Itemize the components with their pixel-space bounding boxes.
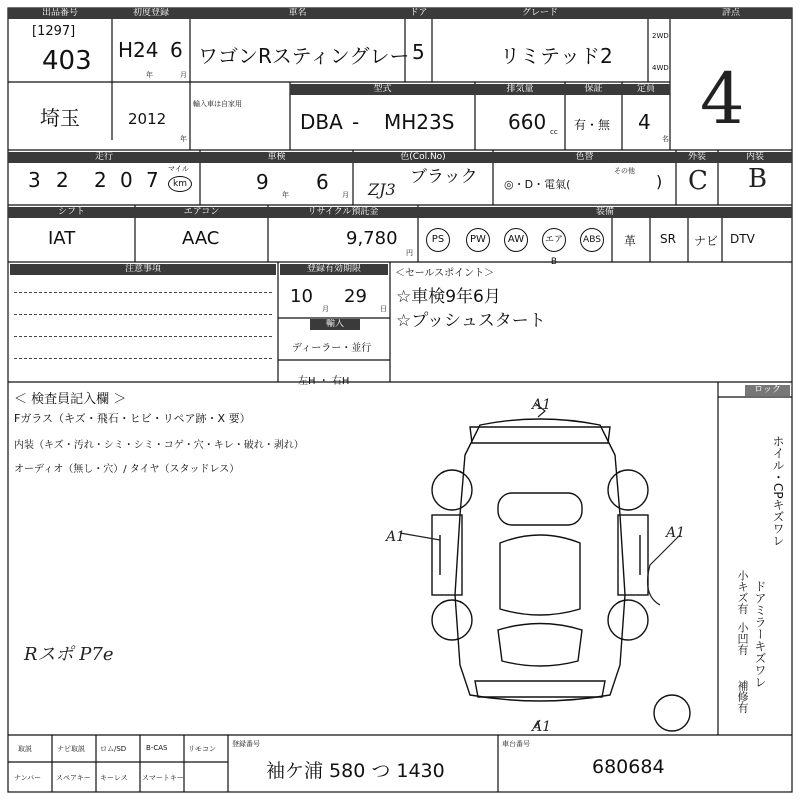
inspect-label: 車検 [200, 152, 353, 163]
equip-ps: PS [426, 228, 450, 252]
shift-label: シフト [8, 207, 135, 218]
valid-month: 10 [290, 286, 313, 307]
inspect-month: 6 [316, 170, 329, 194]
inspector-line: 内装（キズ・汚れ・シミ・シミ・コゲ・穴・キレ・破れ・剥れ） [14, 440, 304, 451]
equip-aw: AW [504, 228, 528, 252]
ac-label: エアコン [135, 207, 268, 218]
opt-item: ナビ取説 [57, 745, 85, 753]
score-label: 評点 [670, 8, 792, 19]
yen-mark: 円 [406, 249, 413, 257]
notes-line [14, 292, 272, 293]
sales-point: ☆プッシュスタート [396, 311, 546, 331]
warranty-label: 保証 [565, 84, 622, 95]
equip-pw: PW [466, 228, 490, 252]
opt-item: スペアキー [56, 774, 91, 782]
inspector-title: ＜ 検査員記入欄 ＞ [14, 392, 127, 407]
reg-label: 初度登録 [112, 8, 190, 19]
prefecture: 埼玉 [40, 106, 80, 130]
equip-navi: ナビ [694, 234, 719, 248]
color-label: 色(Col.No) [353, 152, 493, 163]
mileage-digit: 2 [94, 168, 107, 192]
shift: IAT [48, 228, 76, 249]
opt-item: ナンバー [14, 774, 42, 782]
doors-label: ドア [405, 8, 432, 19]
mei-mark: 名 [662, 135, 669, 143]
paint: ◎・D・電氣( [504, 178, 571, 191]
cap-label: 定員 [622, 84, 670, 95]
int-score: B [748, 164, 768, 194]
fourwd: 4WD [652, 64, 669, 72]
disp-label: 排気量 [475, 84, 565, 95]
valid-label: 登録有効期限 [280, 264, 388, 275]
era-year: H24 [118, 38, 159, 62]
opt-item: リモコン [188, 745, 216, 753]
type-label: 型式 [290, 84, 475, 95]
cc-mark: cc [550, 128, 558, 136]
tsuki-mark: 月 [180, 71, 187, 79]
equip-airbag: エアB [542, 228, 566, 252]
inspector-line: Fガラス（キズ・飛石・ヒビ・リペア跡・X 要） [14, 412, 251, 425]
ext-score: C [688, 166, 708, 196]
right-note: ホイル・CPキズワレ [771, 435, 785, 547]
right-note: 小凹有 [736, 622, 749, 655]
plate: 袖ケ浦 580 つ 1430 [266, 760, 445, 782]
grade: リミテッド2 [500, 44, 613, 68]
mileage-digit: 2 [56, 168, 69, 192]
lot-number: 403 [42, 46, 92, 76]
valid-day: 29 [344, 286, 367, 307]
import-note: 輸入車は自家用 [193, 100, 242, 108]
import-label: 輸入 [310, 319, 360, 330]
equip-dtv: DTV [730, 232, 755, 246]
type-prefix: DBA [300, 110, 343, 134]
opt-item: ロム/SD [100, 745, 127, 753]
right-note: 小キズ有 [736, 570, 749, 614]
paint-label: 色替 [493, 152, 676, 163]
right-note: 補修有 [736, 680, 749, 713]
nen-mark: 年 [146, 71, 153, 79]
equip-label: 装備 [418, 207, 792, 218]
diagram-label-right: A1 [666, 525, 686, 541]
notes-line [14, 336, 272, 337]
cp-label: ロック [745, 385, 790, 396]
recycle-label: リサイクル預託金 [268, 207, 418, 218]
opt-item: キーレス [100, 774, 128, 782]
lot-label: 出品番号 [8, 8, 112, 19]
inspector-line: オーディオ（無し・穴）/ タイヤ（スタッドレス） [14, 464, 240, 475]
displacement: 660 [508, 110, 547, 134]
diagram-label-rear: A1 [532, 719, 552, 735]
mileage-digit: 0 [120, 168, 133, 192]
opt-item: 取説 [18, 745, 32, 753]
car-diagram [380, 395, 700, 735]
model-year: 2012 [128, 110, 167, 128]
mile-mark: マイル [168, 165, 189, 173]
plate-label: 登録番号 [232, 740, 260, 748]
notes-label: 注意事項 [10, 264, 276, 275]
equip-leather: 革 [624, 234, 637, 248]
mileage-label: 走行 [8, 152, 200, 163]
capacity: 4 [638, 110, 651, 134]
lot-sub: [1297] [32, 24, 76, 39]
handwritten-note: Rスポ P7e [24, 644, 114, 665]
color-code: ZJ3 [368, 180, 396, 199]
year-mark: 年 [180, 135, 187, 143]
nen-mark: 年 [282, 191, 289, 199]
handle: 左H ・ 右H [298, 376, 350, 387]
opt-item: スマートキー [142, 774, 184, 782]
int-label: 内装 [718, 152, 792, 163]
recycle: 9,780 [346, 228, 398, 249]
mileage-digit: 3 [28, 168, 41, 192]
tsuki-mark: 月 [322, 305, 329, 313]
opt-item: B-CAS [146, 744, 168, 752]
reg-month: 6 [170, 38, 183, 62]
notes-line [14, 314, 272, 315]
paint-other: その他 [614, 167, 635, 175]
grade-label: グレード [432, 8, 648, 19]
diagram-label-front: A1 [532, 397, 552, 413]
dealer: ディーラー・並行 [292, 343, 372, 354]
sales-label: ＜セールスポイント＞ [395, 268, 495, 279]
twowd: 2WD [652, 32, 669, 40]
km-mark: km [168, 176, 192, 192]
color: ブラック [410, 167, 478, 187]
sales-point: ☆車検9年6月 [396, 287, 501, 307]
equip-abs: ABS [580, 228, 604, 252]
doors: 5 [412, 40, 425, 64]
paint-close: ) [656, 172, 663, 191]
tsuki-mark: 月 [342, 191, 349, 199]
score: 4 [700, 58, 745, 140]
right-note: ドアミラーキズワレ [753, 580, 767, 688]
diagram-label-left: A1 [386, 529, 406, 545]
mileage-digit: 7 [146, 168, 159, 192]
chassis-label: 車台番号 [502, 740, 530, 748]
equip-sr: SR [660, 232, 676, 246]
inspect-year: 9 [256, 170, 269, 194]
name-label: 車名 [190, 8, 405, 19]
ac: AAC [182, 228, 220, 249]
model-name: ワゴンRスティングレー [198, 44, 410, 68]
type-dash: - [352, 110, 360, 134]
ext-label: 外装 [676, 152, 718, 163]
hi-mark: 日 [380, 305, 387, 313]
model-code: MH23S [384, 110, 455, 134]
chassis: 680684 [592, 756, 665, 778]
drive-label [648, 8, 670, 19]
notes-line [14, 358, 272, 359]
warranty: 有・無 [574, 118, 611, 132]
